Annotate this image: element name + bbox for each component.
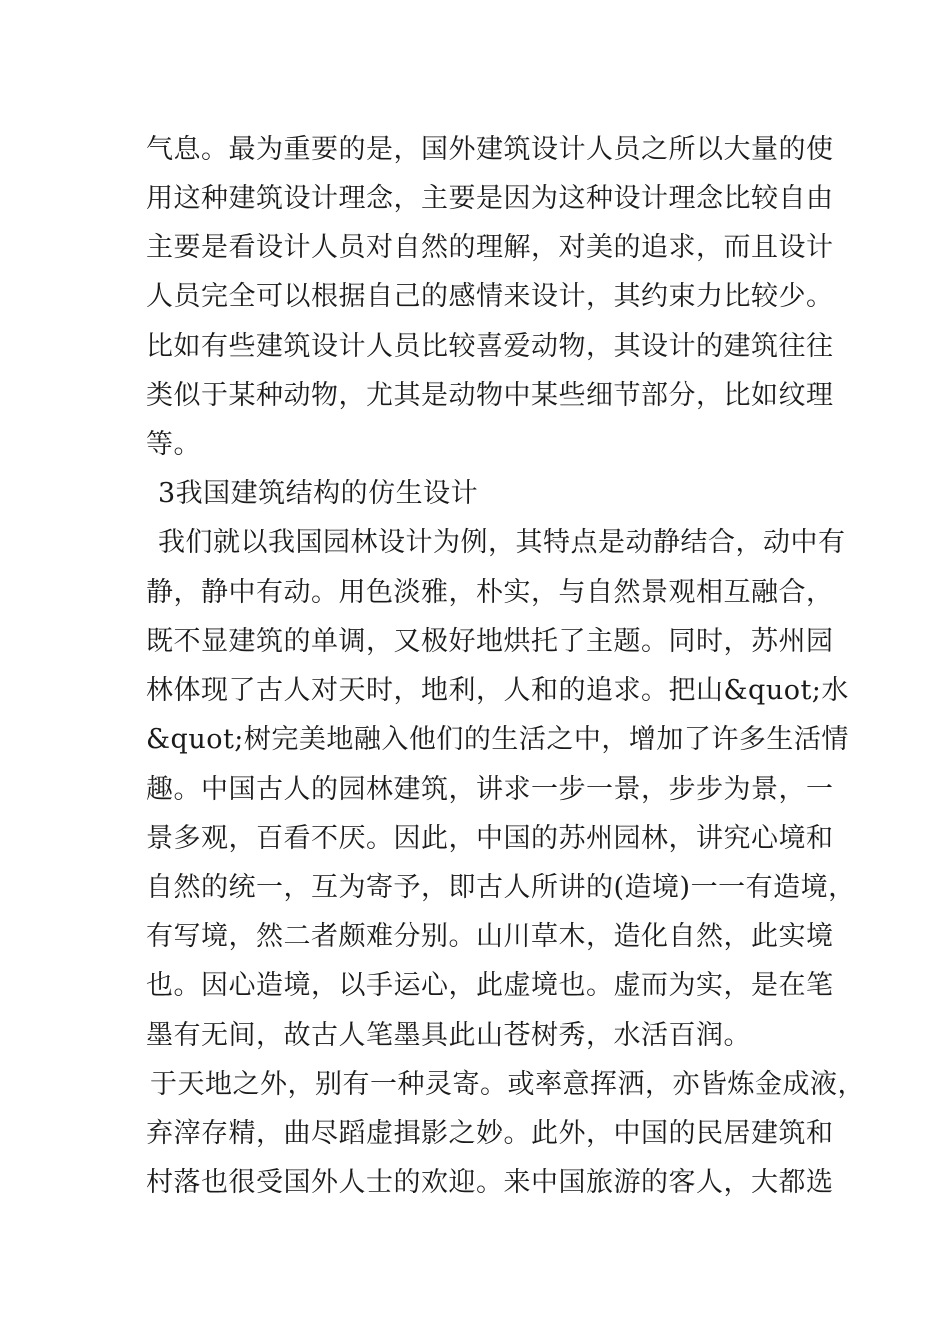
text-line: 既不显建筑的单调，又极好地烘托了主题。同时，苏州园	[146, 626, 834, 657]
text-line: 主要是看设计人员对自然的理解，对美的追求，而且设计	[146, 232, 834, 263]
text-line: 人员完全可以根据自己的感情来设计，其约束力比较少。	[146, 281, 834, 312]
text-line: 等。	[146, 429, 201, 460]
text-line: 于天地之外，别有一种灵寄。或率意挥洒，亦皆炼金成液，	[150, 1069, 865, 1100]
text-line: 墨有无间，故古人笔墨具此山苍树秀，水活百润。	[146, 1020, 751, 1051]
section-heading: 3我国建筑结构的仿生设计	[158, 478, 479, 509]
text-line: &quot;树完美地融入他们的生活之中，增加了许多生活情	[146, 724, 849, 755]
text-line: 有写境，然二者颇难分别。山川草木，造化自然，此实境	[146, 921, 834, 952]
text-line: 气息。最为重要的是，国外建筑设计人员之所以大量的使	[146, 134, 834, 165]
text-line: 用这种建筑设计理念，主要是因为这种设计理念比较自由	[146, 183, 834, 214]
text-line: 林体现了古人对天时，地利，人和的追求。把山&quot;水	[146, 675, 849, 706]
text-line: 类似于某种动物，尤其是动物中某些细节部分，比如纹理	[146, 380, 834, 411]
text-line: 弃滓存精，曲尽蹈虚揖影之妙。此外，中国的民居建筑和	[146, 1118, 834, 1149]
text-line: 村落也很受国外人士的欢迎。来中国旅游的客人，大都选	[146, 1167, 834, 1198]
text-line: 趣。中国古人的园林建筑，讲求一步一景，步步为景，一	[146, 774, 834, 805]
text-line: 静，静中有动。用色淡雅，朴实，与自然景观相互融合，	[146, 577, 834, 608]
text-line: 景多观，百看不厌。因此，中国的苏州园林，讲究心境和	[146, 823, 834, 854]
text-line: 比如有些建筑设计人员比较喜爱动物，其设计的建筑往往	[146, 331, 834, 362]
text-line: 我们就以我国园林设计为例，其特点是动静结合，动中有	[158, 527, 846, 558]
text-line: 也。因心造境，以手运心，此虚境也。虚而为实，是在笔	[146, 970, 834, 1001]
text-line: 自然的统一，互为寄予，即古人所讲的(造境)一一有造境，	[146, 872, 856, 903]
